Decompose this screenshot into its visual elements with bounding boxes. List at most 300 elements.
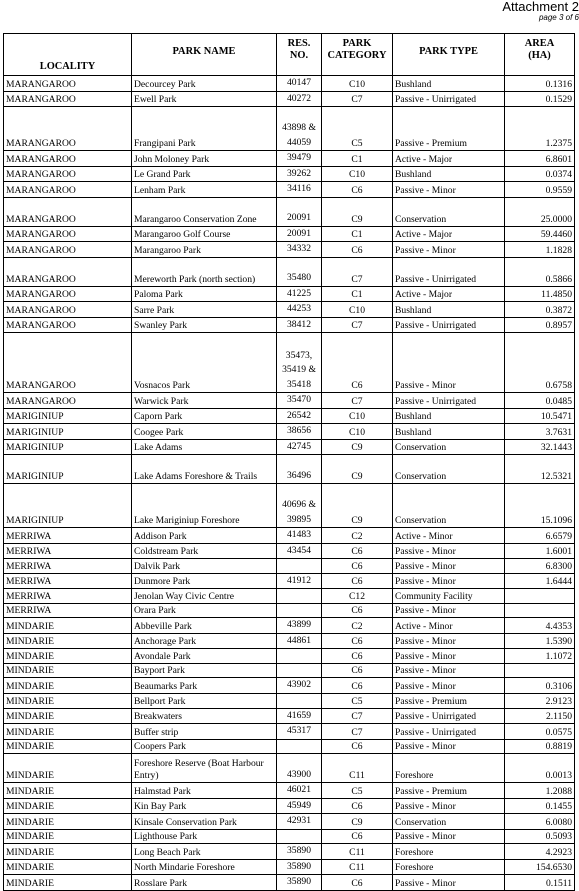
cell-res-no: 42745 <box>277 439 322 455</box>
cell-res-no: 38412 <box>277 317 322 333</box>
cell-locality: MARANGAROO <box>4 197 132 226</box>
table-row <box>4 663 575 678</box>
cell-park-name: Jenolan Way Civic Centre <box>132 589 277 604</box>
cell-park-name: Ewell Park <box>132 91 277 107</box>
cell-park-type: Passive - Premium <box>393 107 505 151</box>
cell-category: C6 <box>322 182 393 198</box>
cell-park-type: Passive - Unirrigated <box>393 257 505 286</box>
table-row <box>4 91 575 107</box>
cell-park-name: Buffer strip <box>132 724 277 740</box>
table-row <box>4 724 575 740</box>
cell-park-type: Passive - Minor <box>393 242 505 258</box>
col-category: PARK CATEGORY <box>322 34 393 76</box>
cell-park-name: Marangaroo Conservation Zone <box>132 197 277 226</box>
cell-category: C10 <box>322 76 393 92</box>
cell-park-type: Passive - Minor <box>393 649 505 664</box>
cell-park-type: Bushland <box>393 76 505 92</box>
cell-res-no <box>277 663 322 678</box>
cell-res-no: 43902 <box>277 678 322 694</box>
cell-category: C11 <box>322 754 393 783</box>
cell-park-name: Abbeville Park <box>132 618 277 634</box>
table-row <box>4 649 575 664</box>
cell-park-type: Passive - Minor <box>393 333 505 393</box>
table-row <box>4 257 575 286</box>
cell-park-type: Foreshore <box>393 754 505 783</box>
cell-locality: MINDARIE <box>4 814 132 830</box>
table-row <box>4 302 575 318</box>
cell-locality: MINDARIE <box>4 859 132 875</box>
cell-locality: MINDARIE <box>4 739 132 754</box>
table-row <box>4 166 575 182</box>
cell-area: 2.1150 <box>505 708 575 724</box>
cell-park-name: Bayport Park <box>132 663 277 678</box>
cell-category: C7 <box>322 91 393 107</box>
cell-park-type: Conservation <box>393 814 505 830</box>
cell-area: 0.0374 <box>505 166 575 182</box>
cell-locality: MARIGINIUP <box>4 484 132 528</box>
cell-res-no: 45949 <box>277 798 322 814</box>
cell-category: C10 <box>322 166 393 182</box>
cell-park-type: Active - Minor <box>393 528 505 544</box>
cell-res-no: 34116 <box>277 182 322 198</box>
cell-locality: MINDARIE <box>4 693 132 708</box>
cell-res-no: 43900 <box>277 754 322 783</box>
cell-park-type: Community Facility <box>393 589 505 604</box>
cell-locality: MINDARIE <box>4 798 132 814</box>
cell-locality: MARIGINIUP <box>4 424 132 440</box>
cell-category: C10 <box>322 302 393 318</box>
cell-park-name: Decourcey Park <box>132 76 277 92</box>
cell-res-no: 42931 <box>277 814 322 830</box>
cell-category: C1 <box>322 226 393 242</box>
cell-park-name: Kin Bay Park <box>132 798 277 814</box>
cell-category: C6 <box>322 242 393 258</box>
cell-area: 1.1828 <box>505 242 575 258</box>
cell-locality: MARANGAROO <box>4 302 132 318</box>
cell-res-no <box>277 589 322 604</box>
cell-park-type: Passive - Unirrigated <box>393 724 505 740</box>
cell-area: 0.3872 <box>505 302 575 318</box>
cell-park-name: Caporn Park <box>132 408 277 424</box>
cell-locality: MARANGAROO <box>4 76 132 92</box>
cell-park-name: Le Grand Park <box>132 166 277 182</box>
cell-category: C6 <box>322 333 393 393</box>
col-locality: LOCALITY <box>4 34 132 76</box>
cell-res-no: 34332 <box>277 242 322 258</box>
cell-category: C1 <box>322 151 393 167</box>
cell-area: 0.6758 <box>505 333 575 393</box>
cell-locality: MINDARIE <box>4 663 132 678</box>
cell-park-name: Warwick Park <box>132 393 277 409</box>
cell-park-name: Addison Park <box>132 528 277 544</box>
table-row <box>4 151 575 167</box>
cell-res-no: 40147 <box>277 76 322 92</box>
cell-category: C6 <box>322 678 393 694</box>
cell-park-name: Beaumarks Park <box>132 678 277 694</box>
cell-area: 0.3106 <box>505 678 575 694</box>
cell-category: C1 <box>322 286 393 302</box>
cell-area: 4.4353 <box>505 618 575 634</box>
cell-area: 1.6444 <box>505 573 575 589</box>
cell-category: C6 <box>322 829 393 844</box>
table-body <box>4 76 575 891</box>
cell-area: 1.5390 <box>505 633 575 649</box>
cell-park-type: Conservation <box>393 484 505 528</box>
cell-res-no <box>277 829 322 844</box>
cell-res-no: 38656 <box>277 424 322 440</box>
parks-table <box>3 33 575 891</box>
table-row <box>4 393 575 409</box>
cell-locality: MARANGAROO <box>4 317 132 333</box>
cell-res-no: 40272 <box>277 91 322 107</box>
cell-area: 1.6001 <box>505 543 575 559</box>
cell-res-no <box>277 603 322 618</box>
cell-category: C6 <box>322 875 393 891</box>
cell-res-no: 40696 & 39895 <box>277 484 322 528</box>
cell-locality: MERRIWA <box>4 559 132 574</box>
cell-locality: MINDARIE <box>4 724 132 740</box>
table-row <box>4 543 575 559</box>
cell-res-no: 35473, 35419 & 35418 <box>277 333 322 393</box>
table-row <box>4 589 575 604</box>
table-row <box>4 693 575 708</box>
cell-park-type: Passive - Unirrigated <box>393 708 505 724</box>
cell-area: 25.0000 <box>505 197 575 226</box>
cell-park-type: Conservation <box>393 439 505 455</box>
cell-area: 0.1316 <box>505 76 575 92</box>
table-row <box>4 708 575 724</box>
cell-park-type: Passive - Minor <box>393 739 505 754</box>
cell-category: C7 <box>322 257 393 286</box>
table-row <box>4 242 575 258</box>
cell-park-type: Passive - Unirrigated <box>393 91 505 107</box>
cell-area: 6.8601 <box>505 151 575 167</box>
cell-park-name: Rosslare Park <box>132 875 277 891</box>
cell-locality: MARANGAROO <box>4 286 132 302</box>
cell-locality: MINDARIE <box>4 875 132 891</box>
cell-res-no: 39262 <box>277 166 322 182</box>
cell-category: C11 <box>322 844 393 860</box>
cell-park-name: Swanley Park <box>132 317 277 333</box>
cell-res-no: 43899 <box>277 618 322 634</box>
cell-area: 3.7631 <box>505 424 575 440</box>
table-row <box>4 783 575 799</box>
table-row <box>4 455 575 484</box>
cell-park-name: Lake Adams <box>132 439 277 455</box>
cell-area: 0.1511 <box>505 875 575 891</box>
cell-locality: MARANGAROO <box>4 91 132 107</box>
cell-category: C6 <box>322 798 393 814</box>
table-row <box>4 875 575 891</box>
cell-category: C2 <box>322 618 393 634</box>
cell-locality: MARANGAROO <box>4 242 132 258</box>
cell-area: 0.9559 <box>505 182 575 198</box>
cell-park-name: Anchorage Park <box>132 633 277 649</box>
cell-locality: MERRIWA <box>4 528 132 544</box>
cell-park-type: Active - Minor <box>393 618 505 634</box>
cell-locality: MARANGAROO <box>4 257 132 286</box>
cell-category: C9 <box>322 455 393 484</box>
cell-park-type: Passive - Premium <box>393 693 505 708</box>
cell-park-type: Foreshore <box>393 859 505 875</box>
cell-park-name: Bellport Park <box>132 693 277 708</box>
cell-area: 0.8819 <box>505 739 575 754</box>
cell-res-no: 26542 <box>277 408 322 424</box>
cell-locality: MINDARIE <box>4 708 132 724</box>
table-row <box>4 603 575 618</box>
cell-res-no: 39479 <box>277 151 322 167</box>
cell-park-type: Bushland <box>393 302 505 318</box>
cell-park-name: Kinsale Conservation Park <box>132 814 277 830</box>
col-area: AREA (HA) <box>505 34 575 76</box>
cell-locality: MINDARIE <box>4 829 132 844</box>
table-row <box>4 678 575 694</box>
cell-park-type: Passive - Minor <box>393 182 505 198</box>
cell-area: 12.5321 <box>505 455 575 484</box>
cell-park-type: Active - Major <box>393 286 505 302</box>
table-row <box>4 484 575 528</box>
cell-park-type: Conservation <box>393 197 505 226</box>
cell-locality: MINDARIE <box>4 618 132 634</box>
cell-park-type: Passive - Minor <box>393 633 505 649</box>
cell-res-no: 35890 <box>277 875 322 891</box>
cell-park-name: Breakwaters <box>132 708 277 724</box>
cell-locality: MARIGINIUP <box>4 439 132 455</box>
cell-res-no: 41912 <box>277 573 322 589</box>
cell-area: 0.1455 <box>505 798 575 814</box>
cell-area: 6.6579 <box>505 528 575 544</box>
table-row <box>4 829 575 844</box>
cell-res-no: 35480 <box>277 257 322 286</box>
cell-category: C6 <box>322 573 393 589</box>
table-row <box>4 226 575 242</box>
cell-res-no: 45317 <box>277 724 322 740</box>
cell-locality: MARANGAROO <box>4 151 132 167</box>
cell-park-name: Vosnacos Park <box>132 333 277 393</box>
cell-park-name: North Mindarie Foreshore <box>132 859 277 875</box>
table-row <box>4 528 575 544</box>
cell-locality: MERRIWA <box>4 589 132 604</box>
table-row <box>4 798 575 814</box>
cell-category: C6 <box>322 663 393 678</box>
cell-park-type: Bushland <box>393 166 505 182</box>
cell-locality: MARANGAROO <box>4 182 132 198</box>
cell-category: C5 <box>322 107 393 151</box>
cell-category: C7 <box>322 393 393 409</box>
header-row <box>4 34 575 76</box>
cell-locality: MARANGAROO <box>4 166 132 182</box>
cell-area: 0.8957 <box>505 317 575 333</box>
table-row <box>4 814 575 830</box>
cell-park-name: Dunmore Park <box>132 573 277 589</box>
table-row <box>4 317 575 333</box>
col-park-name: PARK NAME <box>132 34 277 76</box>
cell-park-name: Lenham Park <box>132 182 277 198</box>
cell-category: C9 <box>322 814 393 830</box>
table-row <box>4 573 575 589</box>
attachment-label: Attachment 2 <box>502 0 579 14</box>
table-row <box>4 618 575 634</box>
cell-res-no <box>277 559 322 574</box>
cell-park-type: Passive - Minor <box>393 798 505 814</box>
cell-res-no: 44861 <box>277 633 322 649</box>
cell-park-name: Frangipani Park <box>132 107 277 151</box>
table-row <box>4 859 575 875</box>
table-row <box>4 739 575 754</box>
cell-park-type: Conservation <box>393 455 505 484</box>
cell-category: C6 <box>322 559 393 574</box>
cell-category: C7 <box>322 724 393 740</box>
table-row <box>4 424 575 440</box>
cell-res-no: 36496 <box>277 455 322 484</box>
cell-res-no: 43454 <box>277 543 322 559</box>
cell-park-name: Avondale Park <box>132 649 277 664</box>
cell-park-type: Passive - Minor <box>393 663 505 678</box>
cell-res-no: 35890 <box>277 844 322 860</box>
cell-category: C7 <box>322 708 393 724</box>
cell-park-type: Passive - Unirrigated <box>393 317 505 333</box>
cell-area: 59.4460 <box>505 226 575 242</box>
cell-park-name: Dalvik Park <box>132 559 277 574</box>
cell-res-no: 35470 <box>277 393 322 409</box>
cell-area: 2.9123 <box>505 693 575 708</box>
cell-category: C6 <box>322 543 393 559</box>
table-row <box>4 76 575 92</box>
cell-area <box>505 589 575 604</box>
cell-category: C12 <box>322 589 393 604</box>
cell-area: 1.2375 <box>505 107 575 151</box>
table-row <box>4 286 575 302</box>
cell-park-name: Foreshore Reserve (Boat Harbour Entry) <box>132 754 277 783</box>
cell-category: C9 <box>322 197 393 226</box>
cell-park-name: Halmstad Park <box>132 783 277 799</box>
cell-area <box>505 663 575 678</box>
cell-res-no: 20091 <box>277 226 322 242</box>
cell-category: C6 <box>322 633 393 649</box>
cell-res-no: 46021 <box>277 783 322 799</box>
table-row <box>4 333 575 393</box>
cell-area <box>505 603 575 618</box>
page-number: page 3 of 6 <box>538 13 579 22</box>
cell-area: 0.5866 <box>505 257 575 286</box>
cell-park-type: Bushland <box>393 408 505 424</box>
table-row <box>4 408 575 424</box>
cell-area: 0.0575 <box>505 724 575 740</box>
table-row <box>4 439 575 455</box>
cell-park-type: Passive - Minor <box>393 875 505 891</box>
cell-park-type: Passive - Minor <box>393 829 505 844</box>
table-row <box>4 633 575 649</box>
cell-park-name: Lake Mariginiup Foreshore <box>132 484 277 528</box>
cell-category: C10 <box>322 424 393 440</box>
cell-park-type: Passive - Minor <box>393 543 505 559</box>
cell-park-type: Active - Major <box>393 226 505 242</box>
cell-park-type: Passive - Premium <box>393 783 505 799</box>
cell-locality: MINDARIE <box>4 678 132 694</box>
cell-area: 0.1529 <box>505 91 575 107</box>
cell-park-type: Bushland <box>393 424 505 440</box>
cell-res-no <box>277 693 322 708</box>
cell-park-type: Foreshore <box>393 844 505 860</box>
cell-area: 1.1072 <box>505 649 575 664</box>
table-row <box>4 197 575 226</box>
cell-area: 11.4850 <box>505 286 575 302</box>
cell-category: C5 <box>322 783 393 799</box>
cell-area: 154.6530 <box>505 859 575 875</box>
cell-locality: MINDARIE <box>4 649 132 664</box>
cell-park-name: Sarre Park <box>132 302 277 318</box>
cell-locality: MARANGAROO <box>4 393 132 409</box>
cell-category: C10 <box>322 408 393 424</box>
cell-park-name: Coogee Park <box>132 424 277 440</box>
cell-category: C2 <box>322 528 393 544</box>
cell-locality: MINDARIE <box>4 844 132 860</box>
cell-res-no: 44253 <box>277 302 322 318</box>
table-row <box>4 107 575 151</box>
cell-locality: MINDARIE <box>4 754 132 783</box>
cell-park-type: Passive - Minor <box>393 573 505 589</box>
cell-park-name: Orara Park <box>132 603 277 618</box>
cell-res-no <box>277 649 322 664</box>
cell-res-no: 41659 <box>277 708 322 724</box>
table-row <box>4 559 575 574</box>
cell-area: 0.0485 <box>505 393 575 409</box>
cell-area: 32.1443 <box>505 439 575 455</box>
cell-park-name: Marangaroo Park <box>132 242 277 258</box>
cell-park-type: Passive - Unirrigated <box>393 393 505 409</box>
cell-park-name: Long Beach Park <box>132 844 277 860</box>
cell-category: C6 <box>322 739 393 754</box>
cell-park-type: Passive - Minor <box>393 678 505 694</box>
cell-category: C11 <box>322 859 393 875</box>
cell-category: C7 <box>322 317 393 333</box>
cell-res-no: 41225 <box>277 286 322 302</box>
table-row <box>4 844 575 860</box>
cell-area: 10.5471 <box>505 408 575 424</box>
cell-category: C9 <box>322 439 393 455</box>
cell-park-type: Active - Major <box>393 151 505 167</box>
cell-category: C6 <box>322 603 393 618</box>
cell-locality: MARANGAROO <box>4 226 132 242</box>
cell-locality: MINDARIE <box>4 633 132 649</box>
cell-res-no: 35890 <box>277 859 322 875</box>
cell-locality: MINDARIE <box>4 783 132 799</box>
col-park-type: PARK TYPE <box>393 34 505 76</box>
cell-locality: MARIGINIUP <box>4 455 132 484</box>
table-row <box>4 754 575 783</box>
cell-category: C9 <box>322 484 393 528</box>
page-header <box>502 0 579 23</box>
cell-res-no <box>277 739 322 754</box>
cell-park-name: John Moloney Park <box>132 151 277 167</box>
cell-park-name: Mereworth Park (north section) <box>132 257 277 286</box>
cell-locality: MERRIWA <box>4 543 132 559</box>
cell-area: 1.2088 <box>505 783 575 799</box>
cell-locality: MERRIWA <box>4 603 132 618</box>
cell-category: C5 <box>322 693 393 708</box>
cell-area: 4.2923 <box>505 844 575 860</box>
col-res-no: RES. NO. <box>277 34 322 76</box>
cell-locality: MARIGINIUP <box>4 408 132 424</box>
cell-area: 0.0013 <box>505 754 575 783</box>
cell-area: 15.1096 <box>505 484 575 528</box>
cell-park-name: Coopers Park <box>132 739 277 754</box>
cell-area: 6.0080 <box>505 814 575 830</box>
cell-area: 0.5093 <box>505 829 575 844</box>
cell-park-type: Passive - Minor <box>393 559 505 574</box>
cell-locality: MARANGAROO <box>4 107 132 151</box>
cell-park-name: Lighthouse Park <box>132 829 277 844</box>
